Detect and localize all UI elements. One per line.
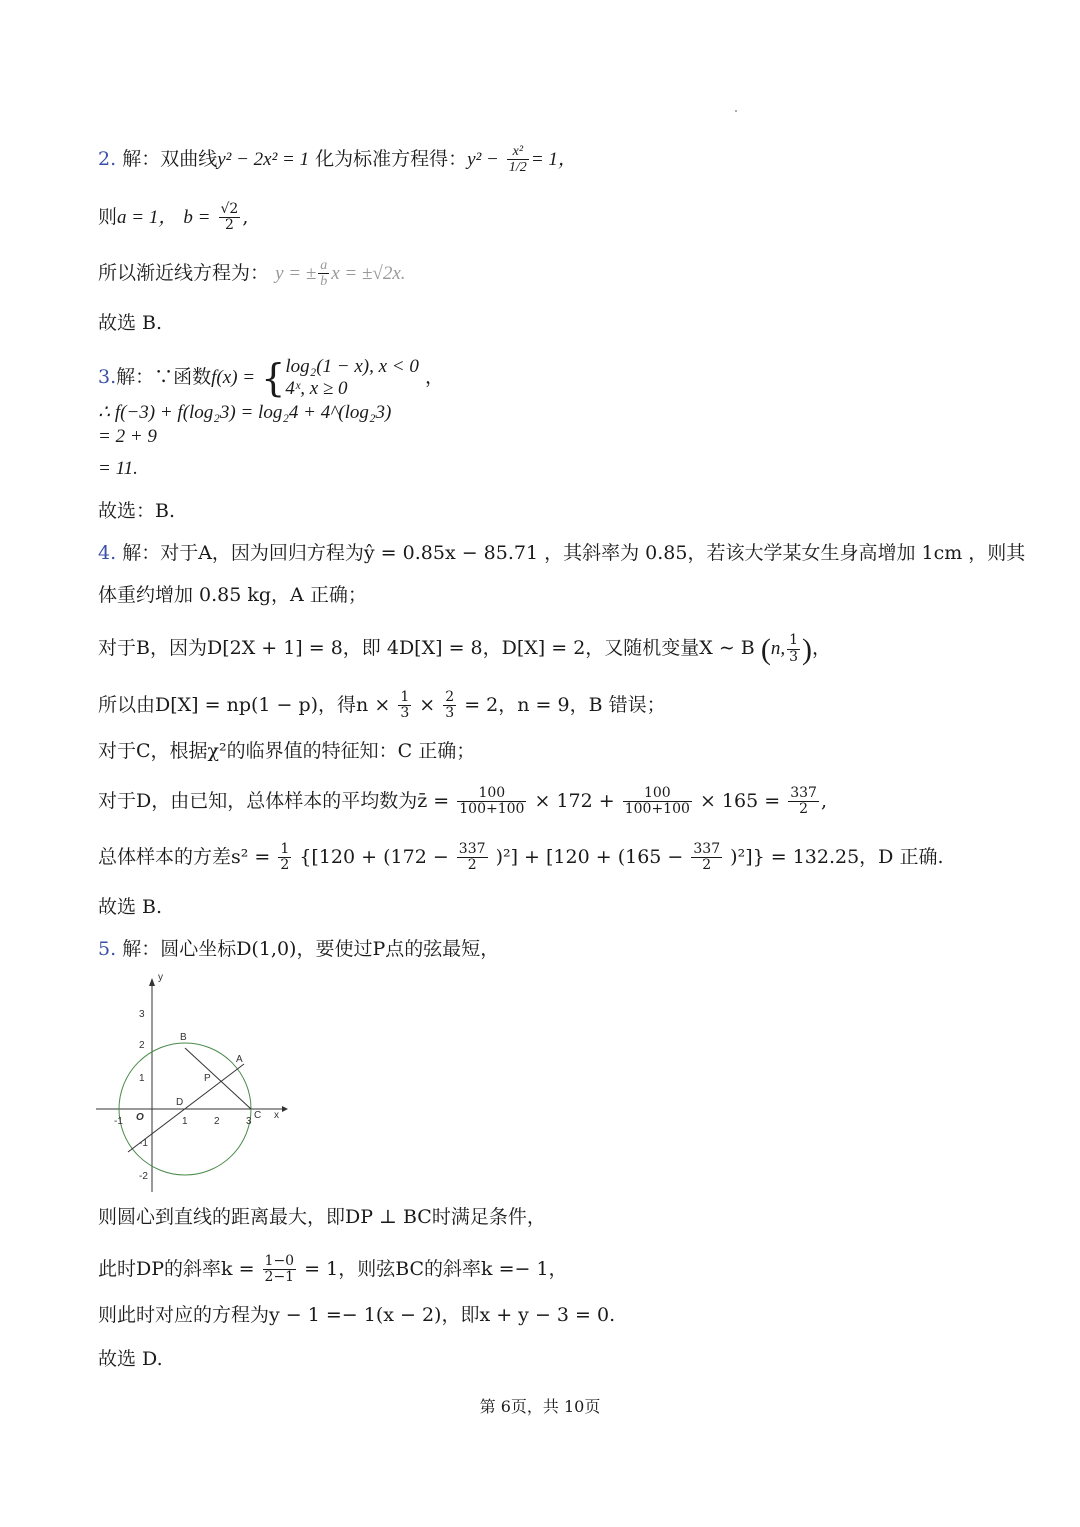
axis-label-x: x [274,1110,279,1121]
q4-answer: 故选 B. [98,896,163,918]
scan-speck [735,110,737,112]
q5-line1: 5. 解：圆心坐标D(1,0)，要使过P点的弦最短， [98,938,500,960]
q2-asymptote-fraction: $\frac{a}{b}$ [320,258,328,290]
point-c-label: C [254,1110,262,1121]
q3-line1: 3.解：∵函数f(x) = {log₂(1 − x), x < 0 4ˣ, x ≥ 0 ， [98,355,444,400]
q4-line4: 所以由D[X] = np(1 − p)，得n × $\frac{1}{3}$ × $\frac{2}{3}$ = 2，n = 9，B 错误； [98,689,666,722]
q4-line7: 总体样本的方差s² = $\frac{1}{2}$ {[120 + (172 − $\frac{337}{2}$ )²] + [120 + (165 − $\frac{337}{2}$ )²]} = 132.25，D 正确. [98,841,944,874]
q3-brace: { [261,355,286,400]
q3-number: 3. [98,365,117,388]
q3-line2: ∴ f(−3) + f(log₂3) = log₂4 + 4^(log₂3) [98,402,392,423]
q2-line1: 2. 解：双曲线y² − 2x² = 1 化为标准方程得：y² − $\frac{\text{x²}}{1/2}$ = 1， [98,144,577,176]
x-tick-neg1: -1 [114,1116,123,1127]
q4-third-fraction: $\frac{1}{3}$ [789,632,798,665]
x-axis-arrow [282,1106,288,1112]
q3-line4: = 11. [98,458,138,479]
q3-cases: log₂(1 − x), x < 0 4ˣ, x ≥ 0 [285,356,419,399]
q4-number: 4. [98,542,117,564]
y-tick-neg1: -1 [139,1138,148,1149]
q4-line3: 对于B，因为D[2X + 1] = 8，即 4D[X] = 8，D[X] = 2，又随机变量X ∼ B (n, $\frac{1}{3}$ )， [98,632,832,666]
q4-line1: 4. 解：对于A，因为回归方程为ŷ = 0.85x − 85.71 ，其斜率为 0.85，若该大学某女生身高增加 1cm ，则其 [98,542,1026,564]
y-tick-1: 1 [139,1073,145,1084]
q3-answer: 故选：B. [98,500,176,522]
y-tick-3: 3 [139,1009,145,1020]
q5-line3: 此时DP的斜率k = $\frac{1-0}{2-1}$ = 1，则弦BC的斜率k =− 1， [98,1253,568,1286]
q2-b-fraction: $\frac{√2}{2}$ [220,201,239,234]
q5-number: 5. [98,938,117,960]
q5-answer: 故选 D. [98,1348,163,1370]
origin-label: O [136,1112,144,1123]
q2-line3: 所以渐近线方程为： y = ± $\frac{a}{b}$ x = ±√2x. [98,258,406,290]
x-tick-3: 3 [246,1116,252,1127]
y-axis-arrow [149,978,155,986]
point-d-label: D [176,1097,184,1108]
q3-line3: = 2 + 9 [98,426,157,447]
point-b-label: B [180,1032,187,1043]
q5-line4: 则此时对应的方程为y − 1 =− 1(x − 2)，即x + y − 3 = 0. [98,1304,616,1326]
q4-line2: 体重约增加 0.85 kg，A 正确； [98,584,367,606]
q4-line5: 对于C，根据χ²的临界值的特征知：C 正确； [98,740,476,762]
y-tick-2: 2 [139,1040,145,1051]
y-tick-neg2: -2 [139,1171,148,1182]
point-a-label: A [236,1054,243,1065]
q5-line2: 则圆心到直线的距离最大，即DP ⊥ BC时满足条件， [98,1206,546,1228]
axis-label-y: y [158,972,163,983]
q2-fraction: $\frac{\text{x²}}{1/2}$ [508,144,527,176]
circle-figure [96,968,296,1194]
x-tick-2: 2 [214,1116,220,1127]
page-footer: 第 6页，共 10页 [479,1397,601,1416]
q4-line6: 对于D，由已知，总体样本的平均数为z̄ = $\frac{100}{100+100}$ × 172 + $\frac{100}{100+100}$ × 165 = $\frac{337}{2}$ , [98,785,827,818]
q2-answer: 故选 B. [98,312,163,334]
x-tick-1: 1 [182,1116,188,1127]
q2-line2: 则a = 1， b = $\frac{√2}{2}$ , [98,201,249,234]
point-p-label: P [204,1073,211,1084]
q2-number: 2. [98,147,117,170]
